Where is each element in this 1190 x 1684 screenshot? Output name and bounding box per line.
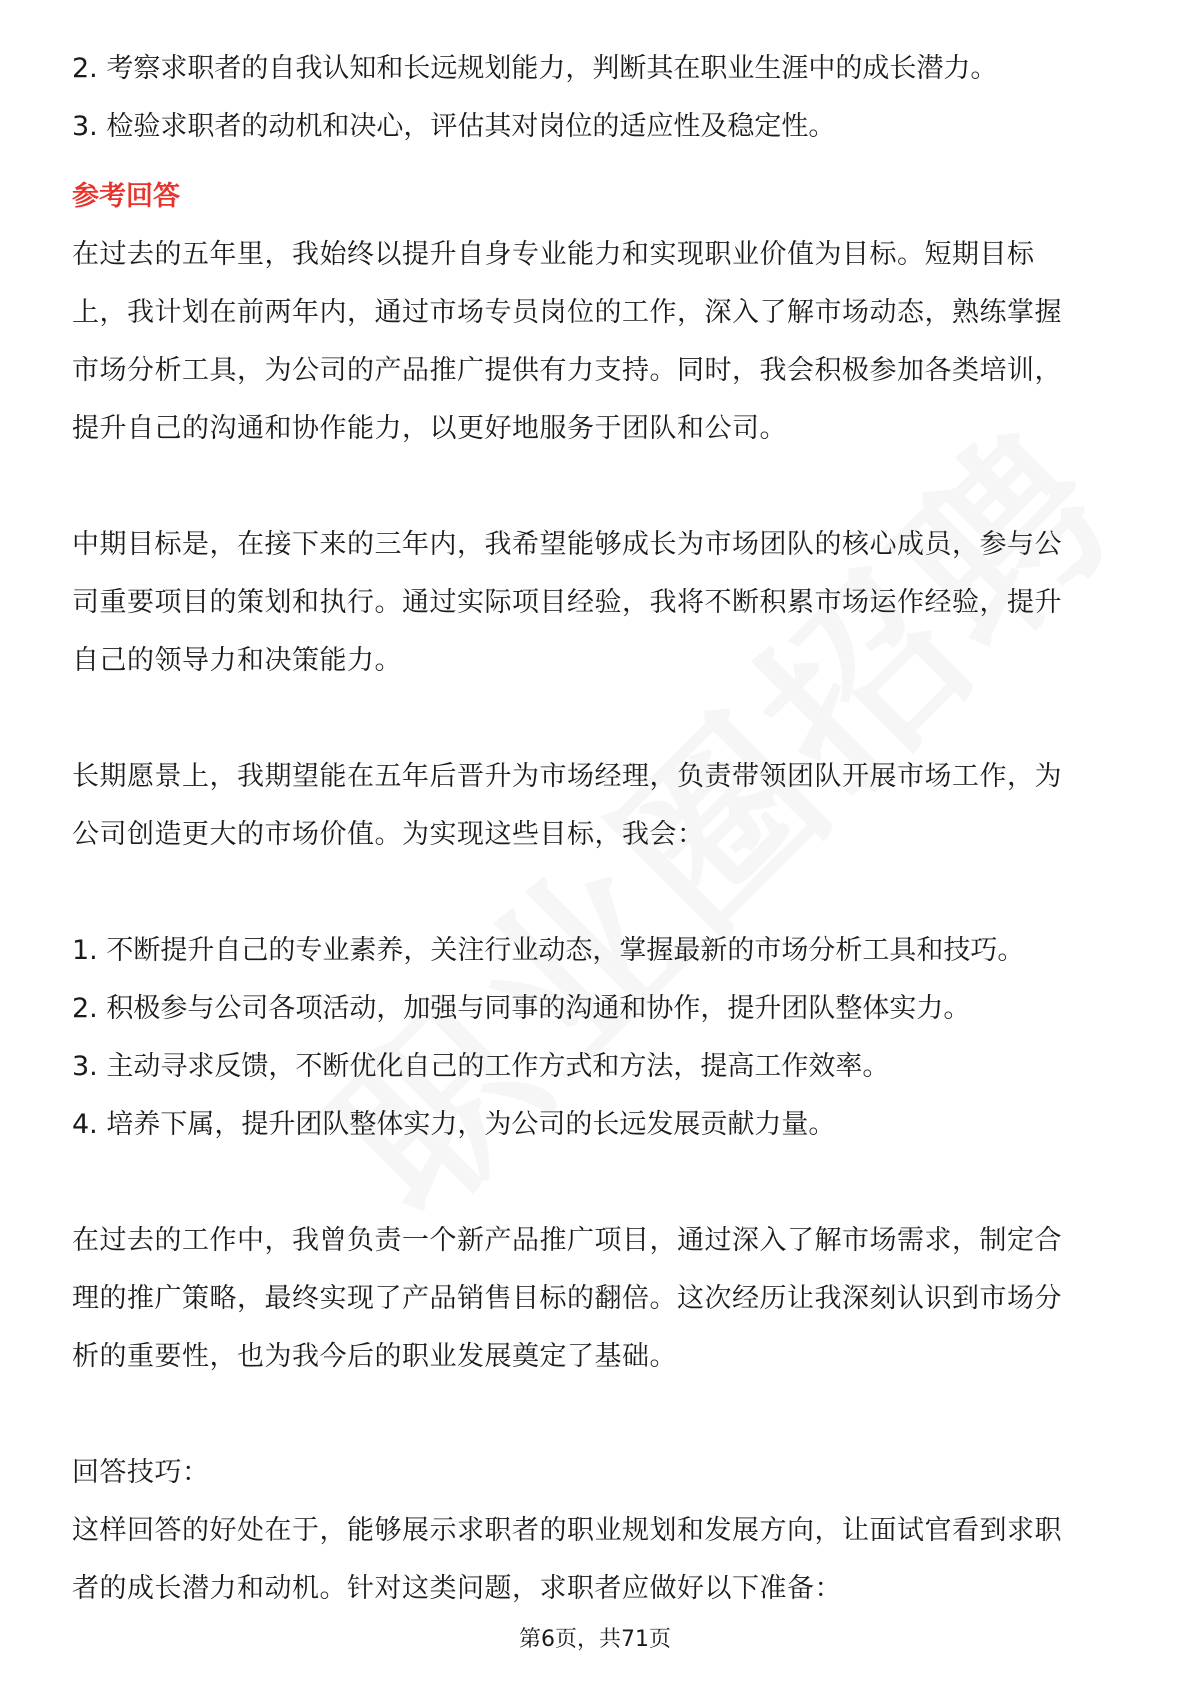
paragraph-long-term: [72, 748, 1118, 864]
paragraph-line: 中期目标是，在接下来的三年内，我希望能够成长为市场团队的核心成员，参与公: [72, 529, 1062, 560]
list-item: 3. 主动寻求反馈，不断优化自己的工作方式和方法，提高工作效率。: [72, 1051, 890, 1082]
reference-answer-heading: 参考回答: [72, 181, 180, 212]
list-item: 4. 培养下属，提升团队整体实力，为公司的长远发展贡献力量。: [72, 1109, 836, 1140]
spacer: [72, 864, 1118, 922]
paragraph-past-experience: [72, 1212, 1118, 1386]
spacer: [72, 690, 1118, 748]
spacer: [72, 1154, 1118, 1212]
paragraph-line: 上，我计划在前两年内，通过市场专员岗位的工作，深入了解市场动态，熟练掌握: [72, 297, 1062, 328]
paragraph-line: 在过去的五年里，我始终以提升自身专业能力和实现职业价值为目标。短期目标: [72, 239, 1035, 270]
paragraph-mid-term: [72, 516, 1118, 690]
tips-heading: 回答技巧：: [72, 1457, 210, 1488]
list-item: 2. 考察求职者的自我认知和长远规划能力，判断其在职业生涯中的成长潜力。: [72, 53, 998, 84]
plan-list: [72, 922, 1118, 1154]
paragraph-line: 理的推广策略，最终实现了产品销售目标的翻倍。这次经历让我深刻认识到市场分: [72, 1283, 1062, 1314]
document-page: [72, 40, 1118, 1618]
paragraph-line: 在过去的工作中，我曾负责一个新产品推广项目，通过深入了解市场需求，制定合: [72, 1225, 1062, 1256]
paragraph-tips: [72, 1502, 1118, 1618]
list-item: 3. 检验求职者的动机和决心，评估其对岗位的适应性及稳定性。: [72, 111, 836, 142]
spacer: [72, 458, 1118, 516]
paragraph-line: 析的重要性，也为我今后的职业发展奠定了基础。: [72, 1341, 677, 1372]
paragraph-line: 市场分析工具，为公司的产品推广提供有力支持。同时，我会积极参加各类培训，: [72, 355, 1062, 386]
spacer: [72, 1386, 1118, 1444]
list-item: 2. 积极参与公司各项活动，加强与同事的沟通和协作，提升团队整体实力。: [72, 993, 971, 1024]
paragraph-line: 司重要项目的策划和执行。通过实际项目经验，我将不断积累市场运作经验，提升: [72, 587, 1062, 618]
paragraph-line: 者的成长潜力和动机。针对这类问题，求职者应做好以下准备：: [72, 1573, 842, 1604]
page-number: 第6页，共71页: [519, 1627, 671, 1652]
paragraph-line: 提升自己的沟通和协作能力，以更好地服务于团队和公司。: [72, 413, 787, 444]
paragraph-line: 公司创造更大的市场价值。为实现这些目标，我会：: [72, 819, 705, 850]
paragraph-line: 自己的领导力和决策能力。: [72, 645, 402, 676]
paragraph-short-term: [72, 226, 1118, 458]
intro-list: [72, 40, 1118, 156]
paragraph-line: 长期愿景上，我期望能在五年后晋升为市场经理，负责带领团队开展市场工作，为: [72, 761, 1062, 792]
paragraph-line: 这样回答的好处在于，能够展示求职者的职业规划和发展方向，让面试官看到求职: [72, 1515, 1062, 1546]
list-item: 1. 不断提升自己的专业素养，关注行业动态，掌握最新的市场分析工具和技巧。: [72, 935, 1025, 966]
